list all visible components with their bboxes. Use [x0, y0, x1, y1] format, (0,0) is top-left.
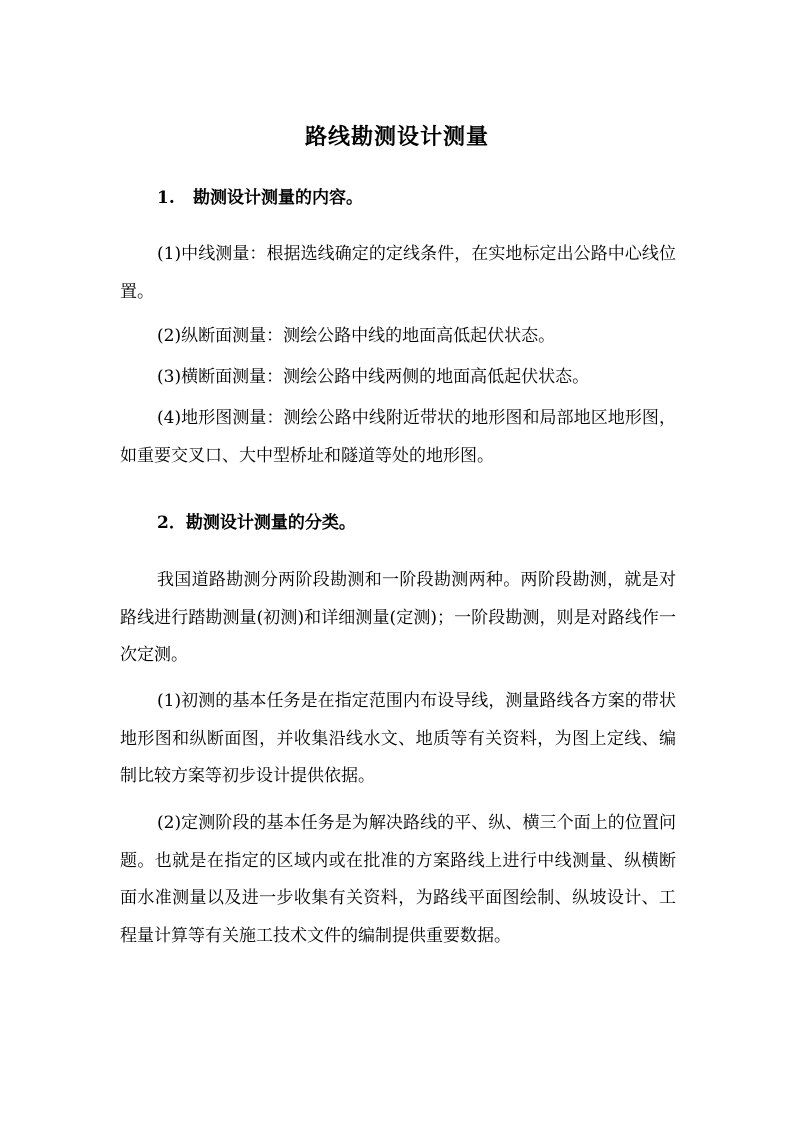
section-1-number: 1.: [157, 188, 175, 208]
paragraph: (1)中线测量：根据选线确定的定线条件，在实地标定出公路中心线位置。: [120, 244, 676, 302]
paragraph: (1)初测的基本任务是在指定范围内布设导线，测量路线各方案的带状地形图和纵断面图，并收集沿线水文、地质等有关资料，为图上定线、编制比较方案等初步设计提供依据。: [120, 691, 676, 786]
section-2-heading: 2．勘测设计测量的分类。: [157, 513, 356, 533]
paragraph: 我国道路勘测分两阶段勘测和一阶段勘测两种。两阶段勘测，就是对路线进行踏勘测量(初测)和详细测量(定测)；一阶段勘测，则是对路线作一次定测。: [120, 570, 676, 665]
paragraph: (2)纵断面测量：测绘公路中线的地面高低起伏状态。: [157, 326, 556, 346]
section-1-title: 勘测设计测量的内容。: [193, 188, 363, 208]
paragraph: (2)定测阶段的基本任务是为解决路线的平、纵、横三个面上的位置问题。也就是在指定的区域内或在批准的方案路线上进行中线测量、纵横断面水准测量以及进一步收集有关资料，为路线平面图绘制、纵坡设计、工程量计算等有关施工技术文件的编制提供重要数据。: [120, 813, 676, 946]
paragraph: (4)地形图测量：测绘公路中线附近带状的地形图和局部地区地形图，如重要交叉口、大中型桥址和隧道等处的地形图。: [120, 408, 676, 466]
document-title: 路线勘测设计测量: [304, 124, 489, 150]
paragraph: (3)横断面测量：测绘公路中线两侧的地面高低起伏状态。: [157, 367, 590, 387]
section-1-heading: [157, 183, 363, 208]
